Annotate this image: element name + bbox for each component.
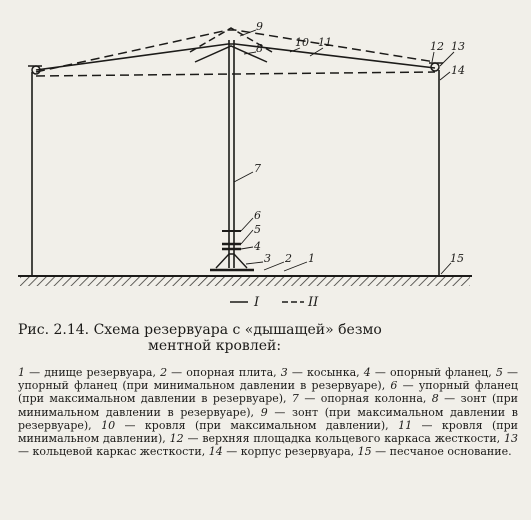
legend-item-number: 7 [291, 392, 299, 406]
legend-item-number: 13 [504, 432, 518, 446]
legend-item [209, 445, 358, 458]
label-11: 11 [318, 36, 332, 49]
legend-item-number: 6 [390, 379, 398, 393]
legend-item-text: — корпус резервуара, [222, 445, 358, 459]
legend-item-text: — опорный фланец, [370, 366, 496, 379]
label-1: 1 [308, 252, 315, 265]
roof-max-pressure [36, 30, 435, 72]
legend-item-text: — опорная колонна, [298, 392, 432, 406]
leader-3 [246, 262, 263, 264]
legend-item-text: — упорный фланец (при минимальном давлении в резервуаре), [18, 366, 518, 393]
label-13: 13 [451, 40, 465, 53]
legend-item [101, 419, 398, 432]
roof-max-edge [36, 72, 435, 76]
legend-item [160, 366, 281, 379]
legend-item [170, 432, 504, 445]
legend-item-text: — зонт (при минимальном давлении в резервуаре), [18, 392, 518, 419]
legend-item [281, 366, 364, 379]
label-15: 15 [450, 252, 464, 265]
legend-item-text: — кольцевой каркас жесткости, [18, 445, 209, 459]
label-7: 7 [254, 162, 261, 175]
legend-item-text: — косынка, [287, 366, 364, 379]
label-6: 6 [254, 209, 261, 222]
label-12: 12 [430, 40, 444, 53]
legend-item-number: 11 [398, 418, 413, 432]
label-14: 14 [451, 64, 465, 77]
caption-line-1: Рис. 2.14. Схема резервуара с «дышащей» безмо [18, 322, 382, 338]
legend-solid-label: I [254, 295, 260, 309]
legend-item-number: 10 [101, 418, 116, 432]
leader-12 [432, 52, 434, 62]
legend-item-text: — зонт (при максимальном давлении в резервуаре), [18, 405, 518, 432]
legend-item-number: 12 [169, 432, 184, 446]
legend-item-text: — верхняя площадка кольцевого каркаса жесткости, [183, 432, 504, 446]
legend-dashed-label: II [308, 295, 319, 309]
leader-14 [440, 72, 450, 80]
label-3: 3 [264, 252, 271, 265]
legend-item [18, 366, 160, 379]
label-2: 2 [285, 252, 292, 265]
leader-6 [241, 218, 253, 231]
legend-item-number: 15 [357, 445, 372, 459]
figure-legend-text [18, 366, 518, 458]
legend-item-text: — кровля (при минимальном давлении), [18, 418, 518, 446]
leader-5 [241, 230, 253, 244]
legend-item-number: 4 [363, 366, 371, 379]
gusset [216, 254, 247, 268]
legend-item-number: 8 [431, 392, 439, 406]
legend-item-number: 3 [280, 366, 288, 379]
figure-caption [18, 322, 518, 354]
label-4: 4 [254, 240, 261, 253]
legend-item-number: 9 [260, 405, 268, 419]
legend-item-number: 14 [208, 445, 223, 459]
legend-item-text: — кровля (при максимальном давлении), [115, 418, 399, 432]
legend-item-text: — песчаное основание. [371, 445, 512, 459]
legend-item-number: 2 [160, 366, 168, 379]
leader-7 [234, 172, 253, 182]
line-style-legend [228, 289, 348, 309]
leader-4 [241, 247, 253, 249]
legend-item-text: — днище резервуара, [25, 366, 161, 379]
legend-item [358, 445, 512, 458]
legend-item-text: — упорный фланец (при максимальном давлении в резервуаре), [18, 379, 518, 406]
legend-item [364, 366, 496, 379]
label-9: 9 [256, 20, 263, 33]
caption-line-2: ментной кровлей: [148, 338, 282, 354]
legend-item-number: 1 [18, 366, 25, 379]
sand-foundation [20, 276, 470, 286]
legend-item [292, 392, 432, 405]
legend-item-number: 5 [495, 366, 503, 379]
label-10: 10 [295, 36, 309, 49]
label-5: 5 [254, 223, 261, 236]
label-8: 8 [256, 42, 263, 55]
legend-item-text: — опорная плита, [167, 366, 281, 379]
